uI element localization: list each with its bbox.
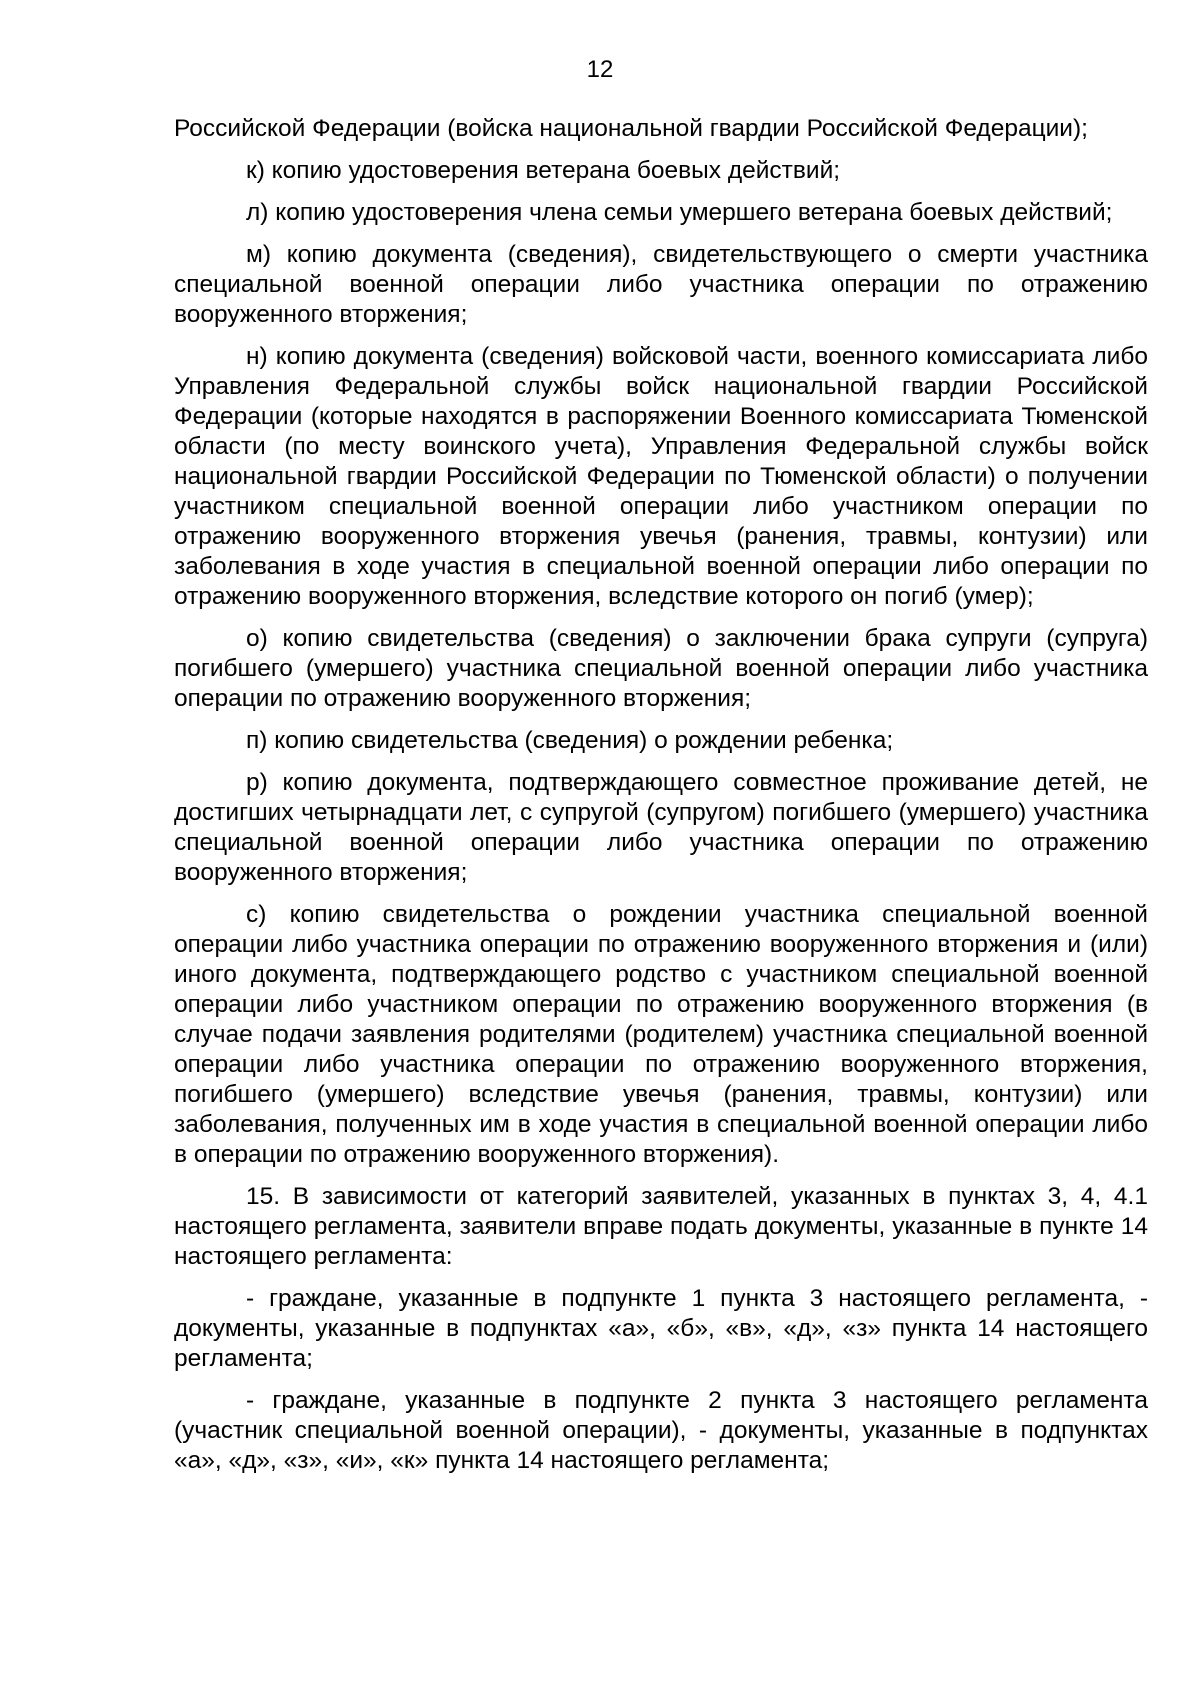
paragraph-item-p: п) копию свидетельства (сведения) о рождении ребенка; [246, 727, 894, 754]
paragraph-bullet-1: - граждане, указанные в подпункте 1 пункта 3 настоящего регламента, - документы, указанные в подпунктах «а», «б», «в», «д», «з» пункта 14 настоящего регламента; [174, 1285, 1148, 1372]
paragraph-item-o: о) копию свидетельства (сведения) о заключении брака супруги (супруга) погибшего (умершего) участника специальной военной операции либо участника операции по отражению вооруженного вторжения; [174, 625, 1148, 712]
paragraph-item-m: м) копию документа (сведения), свидетельствующего о смерти участника специальной военной операции либо участника операции по отражению вооруженного вторжения; [174, 241, 1148, 328]
paragraph-bullet-2: - граждане, указанные в подпункте 2 пункта 3 настоящего регламента (участник специальной военной операции), - документы, указанные в подпунктах «а», «д», «з», «и», «к» пункта 14 настоящего регламента; [174, 1387, 1148, 1474]
paragraph-item-l: л) копию удостоверения члена семьи умершего ветерана боевых действий; [246, 199, 1113, 226]
document-body [174, 114, 1148, 1488]
paragraph-item-k: к) копию удостоверения ветерана боевых действий; [246, 157, 841, 184]
paragraph-item-s: с) копию свидетельства о рождении участника специальной военной операции либо участника операции по отражению вооруженного вторжения и (или) иного документа, подтверждающего родство с участником специальной военной операции либо участником операции по отражению вооруженного вторжения (в случае подачи заявления родителями (родителем) участника специальной военной операции либо участника операции по отражению вооруженного вторжения, погибшего (умершего) вследствие увечья (ранения, травмы, контузии) или заболевания, полученных им в ходе участия в специальной военной операции либо в операции по отражению вооруженного вторжения). [174, 901, 1148, 1168]
paragraph-item-r: р) копию документа, подтверждающего совместное проживание детей, не достигших четырнадцати лет, с супругой (супругом) погибшего (умершего) участника специальной военной операции либо участника операции по отражению вооруженного вторжения; [174, 769, 1148, 886]
paragraph-item-n: н) копию документа (сведения) войсковой части, военного комиссариата либо Управления Федеральной службы войск национальной гвардии Российской Федерации (которые находятся в распоряжении Военного комиссариата Тюменской области (по месту воинского учета), Управления Федеральной службы войск национальной гвардии Российской Федерации по Тюменской области) о получении участником специальной военной операции либо участником операции по отражению вооруженного вторжения увечья (ранения, травмы, контузии) или заболевания в ходе участия в специальной военной операции либо операции по отражению вооруженного вторжения, вследствие которого он погиб (умер); [174, 343, 1148, 610]
page-number: 12 [586, 56, 614, 83]
paragraph-section-15: 15. В зависимости от категорий заявителей, указанных в пунктах 3, 4, 4.1 настоящего регламента, заявители вправе подать документы, указанные в пункте 14 настоящего регламента: [174, 1183, 1148, 1270]
paragraph-continuation: Российской Федерации (войска национальной гвардии Российской Федерации); [174, 115, 1088, 142]
